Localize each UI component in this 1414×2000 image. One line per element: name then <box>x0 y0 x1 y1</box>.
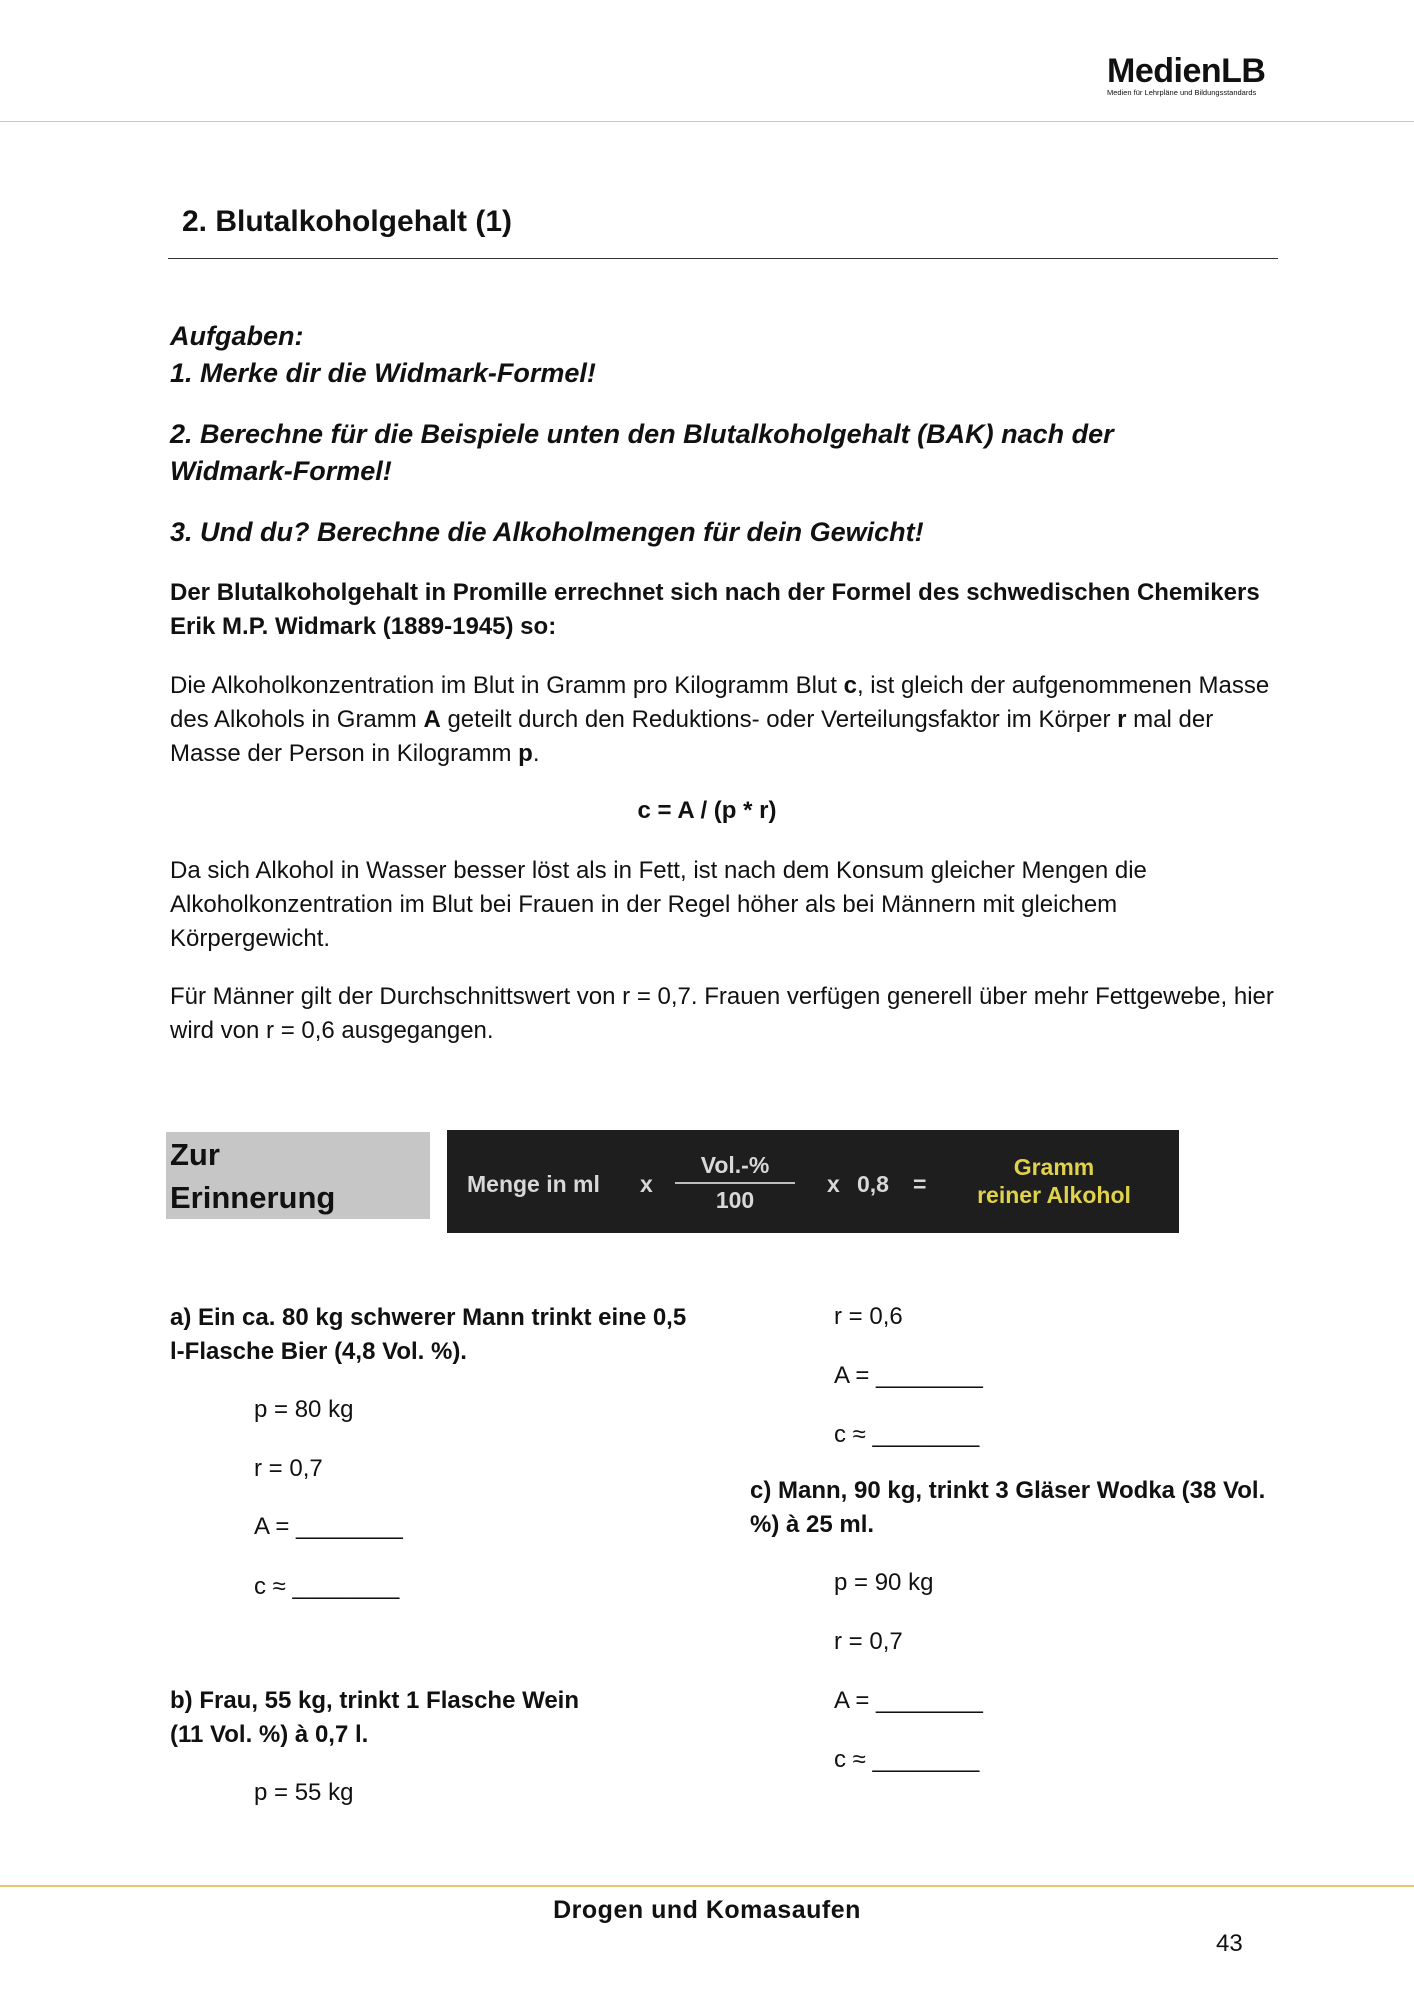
reminder-formula-banner <box>447 1130 1179 1233</box>
example-a-A: A = ________ <box>254 1513 403 1540</box>
formula-times-2: x <box>827 1171 840 1197</box>
header-rule <box>0 121 1414 122</box>
example-a-r: r = 0,7 <box>254 1455 323 1482</box>
water-paragraph: Da sich Alkohol in Wasser besser löst als in Fett, ist nach dem Konsum gleicher Mengen die Alkoholkonzentration im Blut bei Frauen in der Regel höher als bei Männern mit gleichem Körpergewicht. <box>170 857 1147 952</box>
example-c-title: c) Mann, 90 kg, trinkt 3 Gläser Wodka (38 Vol. %) à 25 ml. <box>750 1477 1266 1538</box>
example-b-r: r = 0,6 <box>834 1303 903 1330</box>
definition-paragraph: Die Alkoholkonzentration im Blut in Gramm pro Kilogramm Blut c, ist gleich der aufgenommenen Masse des Alkohols in Gramm A geteilt durch den Reduktions- oder Verteilungsfaktor im Körper r mal der Masse der Person in Kilogramm p. <box>170 672 1270 767</box>
example-c-r: r = 0,7 <box>834 1628 903 1655</box>
reminder-label: Zur Erinnerung <box>170 1137 336 1215</box>
example-a-p: p = 80 kg <box>254 1396 354 1423</box>
widmark-formula: c = A / (p * r) <box>637 797 777 824</box>
tasks-label: Aufgaben: <box>170 321 304 351</box>
task-3: 3. Und du? Berechne die Alkoholmengen für dein Gewicht! <box>170 517 924 547</box>
example-b-A: A = ________ <box>834 1362 983 1389</box>
formula-numerator: Vol.-% <box>700 1152 770 1178</box>
reminder-formula-graphic <box>447 1130 1179 1233</box>
formula-denominator: 100 <box>715 1187 755 1213</box>
logo-subtitle: Medien für Lehrpläne und Bildungsstandards <box>1107 88 1257 97</box>
formula-equals: = <box>913 1171 927 1197</box>
footer-rule <box>0 1885 1414 1887</box>
formula-result-line-2: reiner Alkohol <box>977 1182 1131 1208</box>
example-b-title: b) Frau, 55 kg, trinkt 1 Flasche Wein (11 Vol. %) à 0,7 l. <box>170 1687 579 1748</box>
title-rule <box>168 258 1278 259</box>
example-c-A: A = ________ <box>834 1687 983 1714</box>
example-c-c: c ≈ ________ <box>834 1746 980 1773</box>
logo-title: MedienLB <box>1107 52 1266 90</box>
intro-paragraph: Der Blutalkoholgehalt in Promille errechnet sich nach der Formel des schwedischen Chemikers Erik M.P. Widmark (1889-1945) so: <box>170 579 1260 640</box>
example-c-p: p = 90 kg <box>834 1569 934 1596</box>
footer-title: Drogen und Komasaufen <box>553 1896 861 1924</box>
example-a-title: a) Ein ca. 80 kg schwerer Mann trinkt eine 0,5 l-Flasche Bier (4,8 Vol. %). <box>170 1304 687 1365</box>
example-a-c: c ≈ ________ <box>254 1573 400 1600</box>
formula-menge: Menge in ml <box>467 1171 600 1197</box>
page-title: 2. Blutalkoholgehalt (1) <box>182 205 513 238</box>
formula-factor: 0,8 <box>857 1171 889 1197</box>
formula-times-1: x <box>640 1171 653 1197</box>
example-b-p: p = 55 kg <box>254 1779 354 1806</box>
task-2: 2. Berechne für die Beispiele unten den Blutalkoholgehalt (BAK) nach der Widmark-Formel! <box>170 419 1114 486</box>
factor-paragraph: Für Männer gilt der Durchschnittswert von r = 0,7. Frauen verfügen generell über mehr Fettgewebe, hier wird von r = 0,6 ausgegangen. <box>170 983 1274 1044</box>
page-number: 43 <box>1216 1930 1243 1957</box>
example-b-c: c ≈ ________ <box>834 1421 980 1448</box>
task-1: 1. Merke dir die Widmark-Formel! <box>170 358 596 388</box>
formula-result-line-1: Gramm <box>1013 1154 1095 1180</box>
